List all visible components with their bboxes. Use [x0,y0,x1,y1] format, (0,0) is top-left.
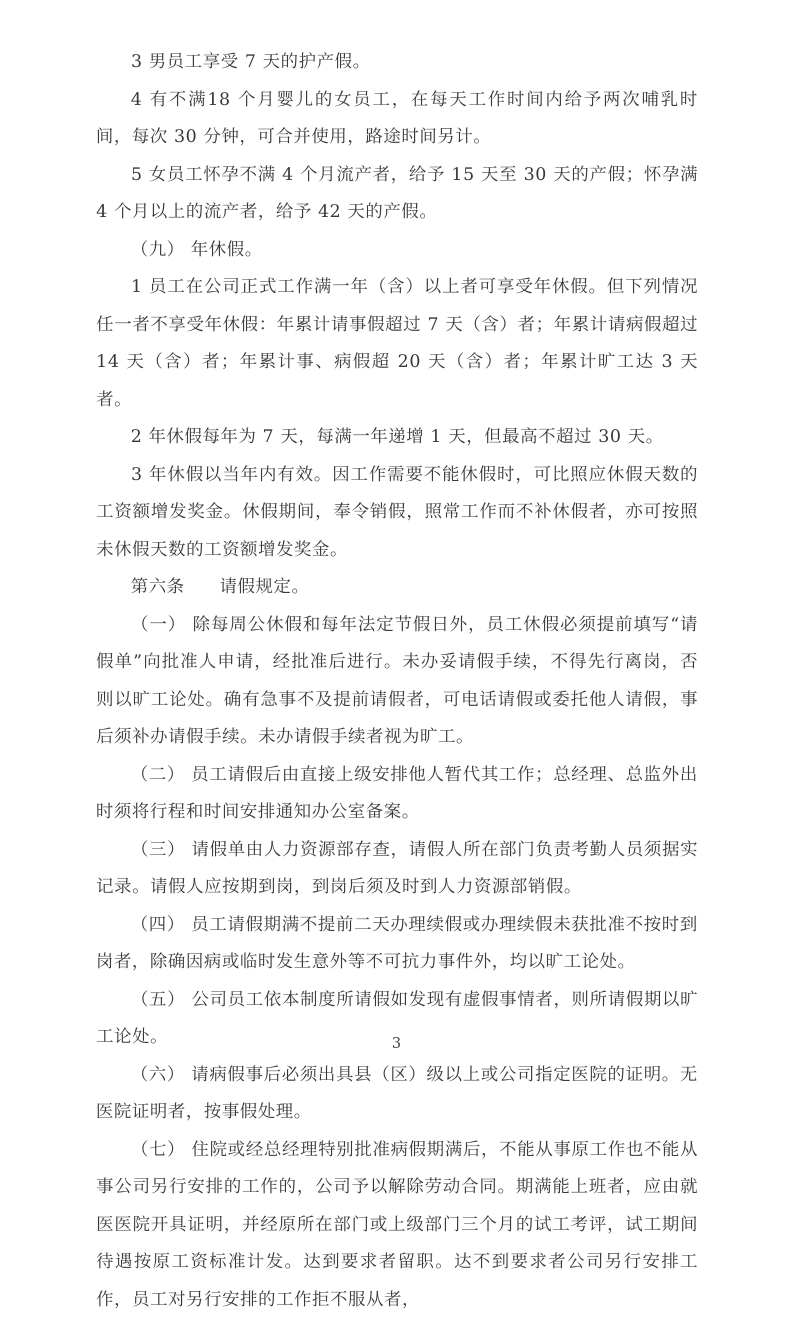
article-heading-title: 请假规定。 [219,577,309,597]
paragraph-annual-leave-item-2: 2 年休假每年为 7 天，每满一年递增 1 天，但最高不超过 30 天。 [96,419,698,457]
paragraph-leave-item-2: （二） 员工请假后由直接上级安排他人暂代其工作；总经理、总监外出时须将行程和时间安排通知办公室备案。 [96,757,698,832]
paragraph-leave-item-7: （七） 住院或经总经理特别批准病假期满后，不能从事原工作也不能从事公司另行安排的工作的，公司予以解除劳动合同。期满能上班者，应由就医医院开具证明，并经原所在部门或上级部门三个月的试工考评，试工期间待遇按原工资标准计发。达到要求者留职。达不到要求者公司另行安排工作，员工对另行安排的工作拒不服从者， [96,1132,698,1319]
subsection-heading-annual-leave: （九） 年休假。 [96,232,698,270]
page-number: 3 [0,1036,793,1052]
paragraph-leave-item-4: （四） 员工请假期满不提前二天办理续假或办理续假未获批准不按时到岗者，除确因病或临时发生意外等不可抗力事件外，均以旷工论处。 [96,907,698,982]
paragraph-leave-item-3: （三） 请假单由人力资源部存查，请假人所在部门负责考勤人员须据实记录。请假人应按期到岗，到岗后须及时到人力资源部销假。 [96,832,698,907]
paragraph-maternity-item-3: 3 男员工享受 7 天的护产假。 [96,44,698,82]
paragraph-maternity-item-4: 4 有不满18 个月婴儿的女员工，在每天工作时间内给予两次哺乳时间，每次 30 分钟，可合并使用，路途时间另计。 [96,82,698,157]
paragraph-annual-leave-item-3: 3 年休假以当年内有效。因工作需要不能休假时，可比照应休假天数的工资额增发奖金。休假期间，奉令销假，照常工作而不补休假者，亦可按照未休假天数的工资额增发奖金。 [96,457,698,570]
article-heading-article-6 [96,569,698,607]
article-heading-label: 第六条 [131,577,185,597]
paragraph-leave-item-5: （五） 公司员工依本制度所请假如发现有虚假事情者，则所请假期以旷工论处。 [96,982,698,1057]
paragraph-leave-item-6: （六） 请病假事后必须出具县（区）级以上或公司指定医院的证明。无医院证明者，按事假处理。 [96,1057,698,1132]
paragraph-annual-leave-item-1: 1 员工在公司正式工作满一年（含）以上者可享受年休假。但下列情况任一者不享受年休假：年累计请事假超过 7 天（含）者；年累计请病假超过 14 天（含）者；年累计事、病假超 20 天（含）者；年累计旷工达 3 天者。 [96,269,698,419]
paragraph-maternity-item-5: 5 女员工怀孕不满 4 个月流产者，给予 15 天至 30 天的产假；怀孕满 4 个月以上的流产者，给予 42 天的产假。 [96,157,698,232]
document-body [96,44,698,1319]
paragraph-leave-item-1: （一） 除每周公休假和每年法定节假日外，员工休假必须提前填写“请假单”向批准人申请，经批准后进行。未办妥请假手续，不得先行离岗，否则以旷工论处。确有急事不及提前请假者，可电话请假或委托他人请假，事后须补办请假手续。未办请假手续者视为旷工。 [96,607,698,757]
